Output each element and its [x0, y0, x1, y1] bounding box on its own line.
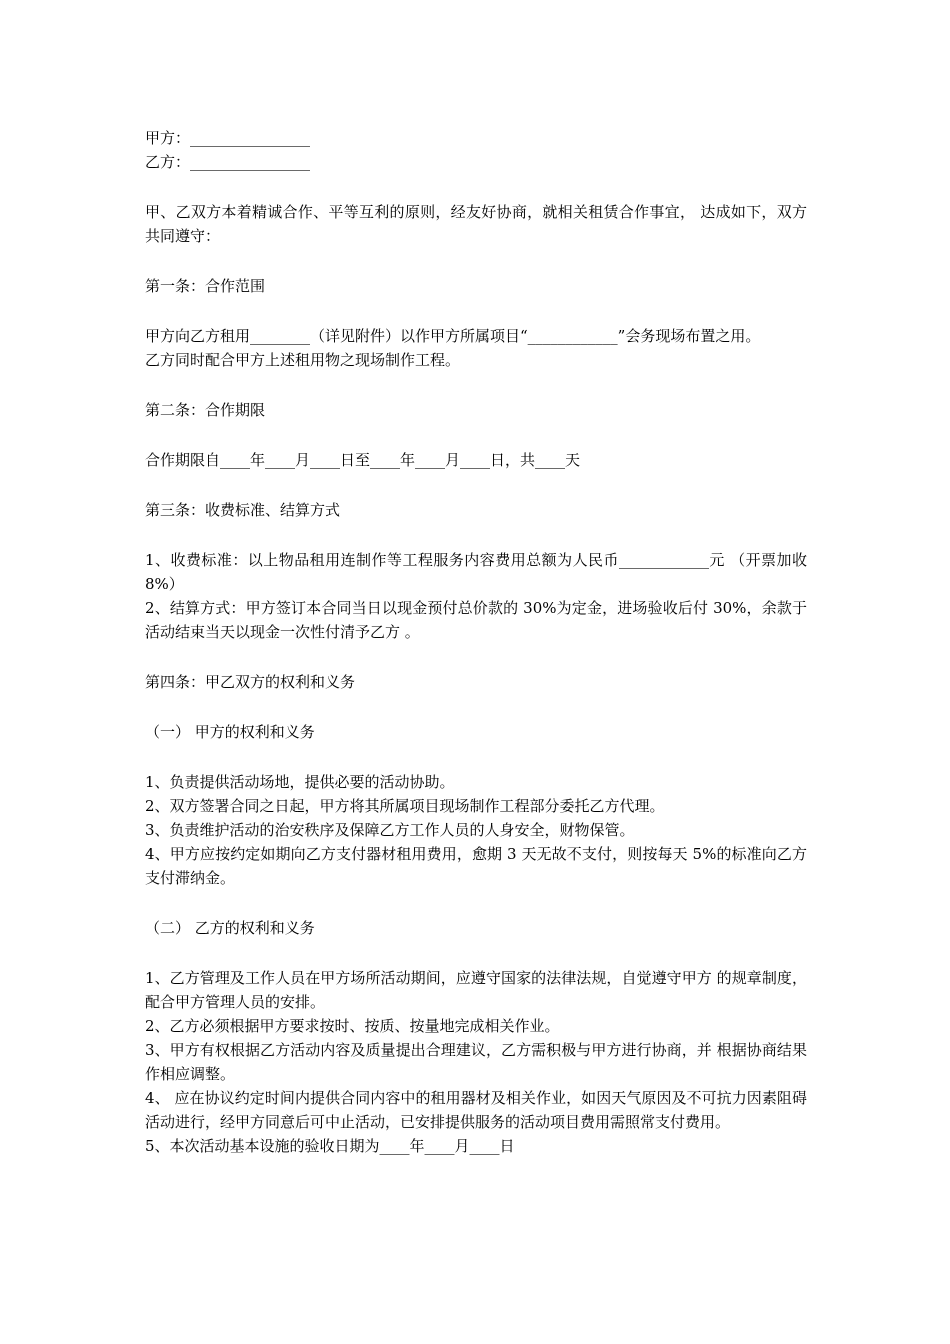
article3-title: 第三条：收费标准、结算方式 — [145, 501, 341, 519]
article3-paragraph1: 1、收费标准：以上物品租用连制作等工程服务内容费用总额为人民币____________元 （开票加收 8%） — [145, 551, 807, 593]
party-a-item: 3、负责维护活动的治安秩序及保障乙方工作人员的人身安全，财物保管。 — [145, 821, 635, 839]
contract-body — [145, 126, 807, 1158]
article1-paragraph1: 甲方向乙方租用________（详见附件）以作甲方所属项目“____________”会务现场布置之用。 — [145, 327, 761, 345]
article4-title: 第四条：甲乙双方的权利和义务 — [145, 673, 356, 691]
party-b-item: 2、乙方必须根据甲方要求按时、按质、按量地完成相关作业。 — [145, 1017, 560, 1035]
party-a-item: 4、甲方应按约定如期向乙方支付器材租用费用，愈期 3 天无故不支付，则按每天 5%的标准向乙方支付滞纳金。 — [145, 845, 807, 887]
intro-paragraph: 甲、乙双方本着精诚合作、平等互利的原则，经友好协商，就相关租赁合作事宜， 达成如下，双方共同遵守： — [145, 203, 807, 245]
party-a-rights-title: （一） 甲方的权利和义务 — [145, 723, 315, 741]
party-b-line: 乙方：________________ — [145, 153, 311, 171]
party-a-item: 2、双方签署合同之日起，甲方将其所属项目现场制作工程部分委托乙方代理。 — [145, 797, 665, 815]
article1-paragraph2: 乙方同时配合甲方上述租用物之现场制作工程。 — [145, 351, 461, 369]
party-a-line: 甲方：________________ — [145, 129, 311, 147]
article2-title: 第二条：合作期限 — [145, 401, 266, 419]
party-b-item: 5、本次活动基本设施的验收日期为____年____月____日 — [145, 1137, 515, 1155]
party-b-rights-title: （二） 乙方的权利和义务 — [145, 919, 315, 937]
article3-paragraph2: 2、结算方式：甲方签订本合同当日以现金预付总价款的 30%为定金，进场验收后付 30%，余款于活动结束当天以现金一次性付清予乙方 。 — [145, 599, 807, 641]
article2-paragraph1: 合作期限自____年____月____日至____年____月____日，共____天 — [145, 451, 581, 469]
article1-title: 第一条：合作范围 — [145, 277, 266, 295]
party-b-item: 3、甲方有权根据乙方活动内容及质量提出合理建议，乙方需积极与甲方进行协商，并 根据协商结果作相应调整。 — [145, 1041, 807, 1083]
party-a-item: 1、负责提供活动场地，提供必要的活动协助。 — [145, 773, 455, 791]
party-b-item: 1、乙方管理及工作人员在甲方场所活动期间，应遵守国家的法律法规，自觉遵守甲方 的规章制度，配合甲方管理人员的安排。 — [145, 969, 807, 1011]
party-b-item: 4、 应在协议约定时间内提供合同内容中的租用器材及相关作业，如因天气原因及不可抗力因素阻碍活动进行，经甲方同意后可中止活动，已安排提供服务的活动项目费用需照常支付费用。 — [145, 1089, 807, 1131]
